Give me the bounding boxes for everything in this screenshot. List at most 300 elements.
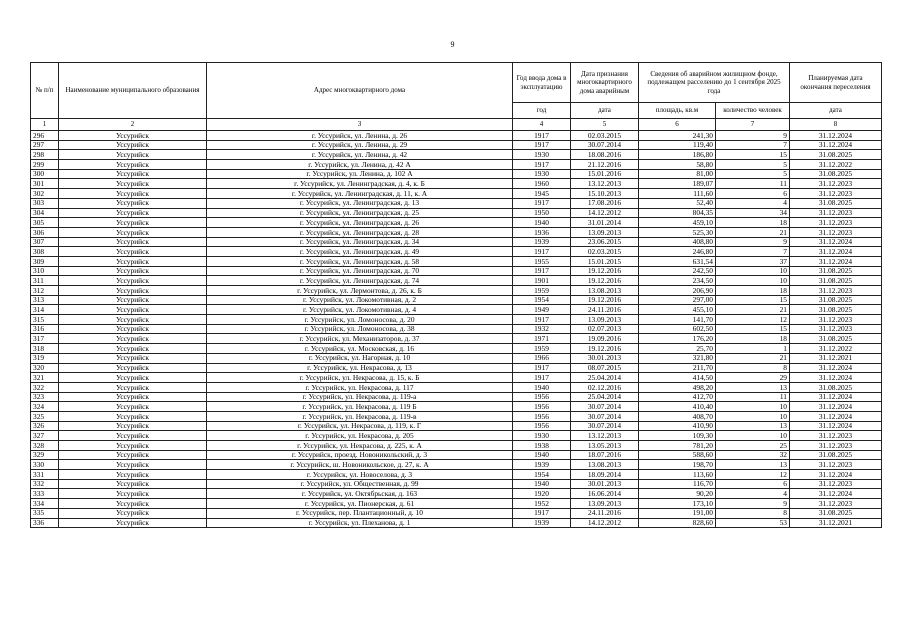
people-cell: 10	[716, 266, 790, 276]
header-people: количество человек	[716, 103, 790, 119]
area-cell: 631,54	[639, 256, 716, 266]
people-cell: 7	[716, 140, 790, 150]
address-cell: г. Уссурийск, ул. Ленинградская, д. 13	[207, 198, 513, 208]
year-cell: 1939	[513, 460, 571, 470]
people-cell: 18	[716, 334, 790, 344]
area-cell: 241,30	[639, 131, 716, 141]
address-cell: г. Уссурийск, ул. Пионерская, д. 61	[207, 499, 513, 509]
people-cell: 9	[716, 131, 790, 141]
emergency-date-cell: 19.12.2016	[571, 295, 639, 305]
year-cell: 1917	[513, 363, 571, 373]
area-cell: 25,70	[639, 344, 716, 354]
address-cell: г. Уссурийск, ул. Ленина, д. 29	[207, 140, 513, 150]
municipality-cell: Уссурийск	[59, 334, 207, 344]
row-number: 320	[31, 363, 59, 373]
year-cell: 1920	[513, 489, 571, 499]
header-date2: дата	[790, 103, 882, 119]
end-date-cell: 31.12.2022	[790, 344, 882, 354]
municipality-cell: Уссурийск	[59, 421, 207, 431]
year-cell: 1932	[513, 324, 571, 334]
col-number-3: 3	[207, 119, 513, 131]
address-cell: г. Уссурийск, ул. Механизаторов, д. 37	[207, 334, 513, 344]
row-number: 319	[31, 353, 59, 363]
municipality-cell: Уссурийск	[59, 324, 207, 334]
emergency-date-cell: 19.09.2016	[571, 334, 639, 344]
end-date-cell: 31.12.2024	[790, 256, 882, 266]
end-date-cell: 31.12.2024	[790, 131, 882, 141]
end-date-cell: 31.12.2023	[790, 441, 882, 451]
table-row	[31, 392, 882, 402]
address-cell: г. Уссурийск, ул. Ленинградская, д. 49	[207, 247, 513, 257]
address-cell: г. Уссурийск, проезд. Новоникольский, д. 3	[207, 450, 513, 460]
address-cell: г. Уссурийск, ул. Некрасова, д. 119-а	[207, 392, 513, 402]
row-number: 326	[31, 421, 59, 431]
municipality-cell: Уссурийск	[59, 382, 207, 392]
people-cell: 1	[716, 344, 790, 354]
row-number: 324	[31, 402, 59, 412]
municipality-cell: Уссурийск	[59, 256, 207, 266]
people-cell: 21	[716, 353, 790, 363]
emergency-date-cell: 13.09.2013	[571, 227, 639, 237]
table-row	[31, 411, 882, 421]
emergency-date-cell: 14.12.2012	[571, 208, 639, 218]
area-cell: 410,40	[639, 402, 716, 412]
table-row	[31, 189, 882, 199]
municipality-cell: Уссурийск	[59, 499, 207, 509]
table-row	[31, 227, 882, 237]
people-cell: 10	[716, 402, 790, 412]
header-year-intro: Год ввода дома в эксплуатацию	[513, 63, 571, 103]
area-cell: 297,00	[639, 295, 716, 305]
area-cell: 176,20	[639, 334, 716, 344]
end-date-cell: 31.08.2025	[790, 382, 882, 392]
address-cell: г. Уссурийск, ул. Некрасова, д. 117	[207, 382, 513, 392]
end-date-cell: 31.12.2023	[790, 189, 882, 199]
address-cell: г. Уссурийск, ул. Ленина, д. 102 А	[207, 169, 513, 179]
municipality-cell: Уссурийск	[59, 208, 207, 218]
people-cell: 6	[716, 189, 790, 199]
table-row	[31, 431, 882, 441]
table-row	[31, 402, 882, 412]
row-number: 309	[31, 256, 59, 266]
people-cell: 53	[716, 518, 790, 528]
municipality-cell: Уссурийск	[59, 227, 207, 237]
year-cell: 1952	[513, 499, 571, 509]
table-row	[31, 450, 882, 460]
end-date-cell: 31.12.2024	[790, 237, 882, 247]
people-cell: 12	[716, 315, 790, 325]
year-cell: 1955	[513, 256, 571, 266]
table-row	[31, 131, 882, 141]
people-cell: 37	[716, 256, 790, 266]
end-date-cell: 31.08.2025	[790, 334, 882, 344]
area-cell: 191,00	[639, 508, 716, 518]
end-date-cell: 31.12.2024	[790, 392, 882, 402]
area-cell: 119,40	[639, 140, 716, 150]
address-cell: г. Уссурийск, ул. Ломоносова, д. 38	[207, 324, 513, 334]
people-cell: 13	[716, 460, 790, 470]
table-row	[31, 256, 882, 266]
people-cell: 10	[716, 411, 790, 421]
emergency-date-cell: 31.01.2014	[571, 218, 639, 228]
municipality-cell: Уссурийск	[59, 237, 207, 247]
area-cell: 189,07	[639, 179, 716, 189]
area-cell: 234,50	[639, 276, 716, 286]
area-cell: 173,10	[639, 499, 716, 509]
address-cell: г. Уссурийск, ул. Ленинградская, д. 74	[207, 276, 513, 286]
col-number-6: 6	[639, 119, 716, 131]
year-cell: 1930	[513, 169, 571, 179]
emergency-date-cell: 13.09.2013	[571, 499, 639, 509]
emergency-date-cell: 25.04.2014	[571, 373, 639, 383]
header-address: Адрес многоквартирного дома	[207, 63, 513, 119]
emergency-date-cell: 15.10.2013	[571, 189, 639, 199]
year-cell: 1917	[513, 140, 571, 150]
table-row	[31, 441, 882, 451]
table-row	[31, 489, 882, 499]
table-row	[31, 421, 882, 431]
year-cell: 1959	[513, 286, 571, 296]
address-cell: г. Уссурийск, ул. Ленинградская, д. 34	[207, 237, 513, 247]
table-row	[31, 344, 882, 354]
municipality-cell: Уссурийск	[59, 266, 207, 276]
table-row	[31, 305, 882, 315]
people-cell: 29	[716, 373, 790, 383]
col-number-2: 2	[59, 119, 207, 131]
row-number: 299	[31, 160, 59, 170]
end-date-cell: 31.12.2021	[790, 353, 882, 363]
municipality-cell: Уссурийск	[59, 247, 207, 257]
area-cell: 116,70	[639, 479, 716, 489]
people-cell: 8	[716, 363, 790, 373]
end-date-cell: 31.12.2023	[790, 324, 882, 334]
end-date-cell: 31.12.2024	[790, 402, 882, 412]
end-date-cell: 31.08.2025	[790, 169, 882, 179]
area-cell: 321,80	[639, 353, 716, 363]
emergency-date-cell: 23.06.2015	[571, 237, 639, 247]
address-cell: г. Уссурийск, ул. Октябрьская, д. 163	[207, 489, 513, 499]
table-row	[31, 179, 882, 189]
row-number: 310	[31, 266, 59, 276]
people-cell: 10	[716, 431, 790, 441]
year-cell: 1938	[513, 441, 571, 451]
year-cell: 1917	[513, 315, 571, 325]
row-number: 330	[31, 460, 59, 470]
municipality-cell: Уссурийск	[59, 131, 207, 141]
municipality-cell: Уссурийск	[59, 450, 207, 460]
people-cell: 7	[716, 247, 790, 257]
year-cell: 1954	[513, 470, 571, 480]
address-cell: г. Уссурийск, ул. Новоселова, д. 3	[207, 470, 513, 480]
area-cell: 828,60	[639, 518, 716, 528]
row-number: 318	[31, 344, 59, 354]
people-cell: 9	[716, 237, 790, 247]
table-row	[31, 140, 882, 150]
area-cell: 408,70	[639, 411, 716, 421]
table-row	[31, 508, 882, 518]
year-cell: 1917	[513, 160, 571, 170]
area-cell: 90,20	[639, 489, 716, 499]
end-date-cell: 31.12.2024	[790, 373, 882, 383]
emergency-date-cell: 13.12.2013	[571, 431, 639, 441]
municipality-cell: Уссурийск	[59, 179, 207, 189]
row-number: 298	[31, 150, 59, 160]
address-cell: г. Уссурийск, ул. Некрасова, д. 119 Б	[207, 402, 513, 412]
area-cell: 141,70	[639, 315, 716, 325]
area-cell: 498,20	[639, 382, 716, 392]
address-cell: г. Уссурийск, ул. Некрасова, д. 225, к. А	[207, 441, 513, 451]
end-date-cell: 31.12.2024	[790, 421, 882, 431]
row-number: 306	[31, 227, 59, 237]
address-cell: г. Уссурийск, ул. Некрасова, д. 205	[207, 431, 513, 441]
header-fund-info: Сведения об аварийном жилищном фонде, подлежащем расселению до 1 сентября 2025 года	[639, 63, 790, 103]
municipality-cell: Уссурийск	[59, 441, 207, 451]
municipality-cell: Уссурийск	[59, 460, 207, 470]
people-cell: 5	[716, 169, 790, 179]
emergency-date-cell: 13.08.2013	[571, 286, 639, 296]
municipality-cell: Уссурийск	[59, 479, 207, 489]
year-cell: 1917	[513, 198, 571, 208]
end-date-cell: 31.08.2025	[790, 150, 882, 160]
end-date-cell: 31.08.2025	[790, 305, 882, 315]
emergency-date-cell: 18.08.2016	[571, 150, 639, 160]
row-number: 323	[31, 392, 59, 402]
end-date-cell: 31.12.2023	[790, 431, 882, 441]
emergency-date-cell: 15.01.2016	[571, 169, 639, 179]
table-row	[31, 208, 882, 218]
header-municipality: Наименование муниципального образования	[59, 63, 207, 119]
row-number: 314	[31, 305, 59, 315]
end-date-cell: 31.12.2024	[790, 363, 882, 373]
address-cell: г. Уссурийск, ул. Ленина, д. 26	[207, 131, 513, 141]
row-number: 329	[31, 450, 59, 460]
row-number: 296	[31, 131, 59, 141]
area-cell: 602,50	[639, 324, 716, 334]
table-body	[31, 131, 882, 528]
table-row	[31, 218, 882, 228]
people-cell: 11	[716, 179, 790, 189]
table-row	[31, 470, 882, 480]
row-number: 328	[31, 441, 59, 451]
emergency-date-cell: 13.05.2013	[571, 441, 639, 451]
year-cell: 1956	[513, 402, 571, 412]
address-cell: г. Уссурийск, ул. Ленинградская, д. 4, к. Б	[207, 179, 513, 189]
row-number: 313	[31, 295, 59, 305]
end-date-cell: 31.12.2024	[790, 247, 882, 257]
end-date-cell: 31.12.2024	[790, 470, 882, 480]
table-row	[31, 363, 882, 373]
address-cell: г. Уссурийск, ул. Некрасова, д. 15, к. Б	[207, 373, 513, 383]
municipality-cell: Уссурийск	[59, 218, 207, 228]
table-row	[31, 479, 882, 489]
table-row	[31, 353, 882, 363]
year-cell: 1950	[513, 208, 571, 218]
header-date: дата	[571, 103, 639, 119]
municipality-cell: Уссурийск	[59, 198, 207, 208]
area-cell: 408,80	[639, 237, 716, 247]
emergency-date-cell: 24.11.2016	[571, 508, 639, 518]
year-cell: 1930	[513, 150, 571, 160]
table-row	[31, 499, 882, 509]
header-date-emergency: Дата признания многоквартирного дома аварийным	[571, 63, 639, 103]
year-cell: 1949	[513, 305, 571, 315]
area-cell: 242,50	[639, 266, 716, 276]
row-number: 297	[31, 140, 59, 150]
address-cell: г. Уссурийск, ул. Некрасова, д. 119-в	[207, 411, 513, 421]
area-cell: 246,80	[639, 247, 716, 257]
emergency-date-cell: 30.07.2014	[571, 140, 639, 150]
year-cell: 1956	[513, 421, 571, 431]
end-date-cell: 31.08.2025	[790, 450, 882, 460]
people-cell: 12	[716, 470, 790, 480]
table-row	[31, 382, 882, 392]
emergency-date-cell: 02.03.2015	[571, 247, 639, 257]
area-cell: 198,70	[639, 460, 716, 470]
emergency-date-cell: 19.12.2016	[571, 276, 639, 286]
row-number: 316	[31, 324, 59, 334]
end-date-cell: 31.08.2025	[790, 266, 882, 276]
end-date-cell: 31.08.2025	[790, 295, 882, 305]
address-cell: г. Уссурийск, ул. Ленинградская, д. 28	[207, 227, 513, 237]
row-number: 334	[31, 499, 59, 509]
municipality-cell: Уссурийск	[59, 160, 207, 170]
table-row	[31, 286, 882, 296]
row-number: 302	[31, 189, 59, 199]
emergency-date-cell: 30.01.2013	[571, 479, 639, 489]
year-cell: 1939	[513, 237, 571, 247]
address-cell: г. Уссурийск, ул. Ленинградская, д. 58	[207, 256, 513, 266]
year-cell: 1960	[513, 179, 571, 189]
end-date-cell: 31.12.2023	[790, 479, 882, 489]
year-cell: 1956	[513, 392, 571, 402]
address-cell: г. Уссурийск, ул. Ломоносова, д. 20	[207, 315, 513, 325]
address-cell: г. Уссурийск, ул. Ленинградская, д. 70	[207, 266, 513, 276]
col-number-1: 1	[31, 119, 59, 131]
row-number: 303	[31, 198, 59, 208]
area-cell: 412,70	[639, 392, 716, 402]
row-number: 321	[31, 373, 59, 383]
area-cell: 186,80	[639, 150, 716, 160]
year-cell: 1940	[513, 450, 571, 460]
row-number: 311	[31, 276, 59, 286]
row-number: 335	[31, 508, 59, 518]
end-date-cell: 31.12.2023	[790, 286, 882, 296]
table-row	[31, 324, 882, 334]
end-date-cell: 31.12.2024	[790, 489, 882, 499]
emergency-date-cell: 14.12.2012	[571, 518, 639, 528]
area-cell: 52,40	[639, 198, 716, 208]
people-cell: 25	[716, 441, 790, 451]
emergency-date-cell: 02.12.2016	[571, 382, 639, 392]
col-number-7: 7	[716, 119, 790, 131]
end-date-cell: 31.08.2025	[790, 508, 882, 518]
municipality-cell: Уссурийск	[59, 169, 207, 179]
emergency-date-cell: 13.09.2013	[571, 315, 639, 325]
end-date-cell: 31.12.2023	[790, 179, 882, 189]
municipality-cell: Уссурийск	[59, 286, 207, 296]
end-date-cell: 31.12.2023	[790, 227, 882, 237]
year-cell: 1945	[513, 189, 571, 199]
address-cell: г. Уссурийск, ул. Ленинградская, д. 11, к. А	[207, 189, 513, 199]
people-cell: 15	[716, 150, 790, 160]
row-number: 331	[31, 470, 59, 480]
row-number: 312	[31, 286, 59, 296]
municipality-cell: Уссурийск	[59, 508, 207, 518]
col-number-8: 8	[790, 119, 882, 131]
table-row	[31, 266, 882, 276]
people-cell: 18	[716, 286, 790, 296]
end-date-cell: 31.12.2022	[790, 160, 882, 170]
area-cell: 525,30	[639, 227, 716, 237]
people-cell: 9	[716, 499, 790, 509]
year-cell: 1917	[513, 247, 571, 257]
table-row	[31, 150, 882, 160]
row-number: 325	[31, 411, 59, 421]
year-cell: 1940	[513, 218, 571, 228]
municipality-cell: Уссурийск	[59, 470, 207, 480]
address-cell: г. Уссурийск, ул. Ленина, д. 42	[207, 150, 513, 160]
end-date-cell: 31.12.2023	[790, 460, 882, 470]
municipality-cell: Уссурийск	[59, 402, 207, 412]
header-year: год	[513, 103, 571, 119]
row-number: 300	[31, 169, 59, 179]
emergency-date-cell: 17.08.2016	[571, 198, 639, 208]
year-cell: 1930	[513, 431, 571, 441]
municipality-cell: Уссурийск	[59, 276, 207, 286]
address-cell: г. Уссурийск, ул. Некрасова, д. 13	[207, 363, 513, 373]
table-row	[31, 518, 882, 528]
end-date-cell: 31.12.2024	[790, 140, 882, 150]
year-cell: 1956	[513, 411, 571, 421]
municipality-cell: Уссурийск	[59, 295, 207, 305]
address-cell: г. Уссурийск, ул. Локомотивная, д. 4	[207, 305, 513, 315]
emergency-date-cell: 13.08.2013	[571, 460, 639, 470]
municipality-cell: Уссурийск	[59, 363, 207, 373]
row-number: 332	[31, 479, 59, 489]
emergency-date-cell: 24.11.2016	[571, 305, 639, 315]
people-cell: 11	[716, 392, 790, 402]
emergency-date-cell: 30.07.2014	[571, 402, 639, 412]
people-cell: 6	[716, 479, 790, 489]
area-cell: 781,20	[639, 441, 716, 451]
emergency-date-cell: 30.07.2014	[571, 411, 639, 421]
table-row	[31, 160, 882, 170]
area-cell: 81,00	[639, 169, 716, 179]
emergency-date-cell: 16.06.2014	[571, 489, 639, 499]
table-row	[31, 460, 882, 470]
year-cell: 1954	[513, 295, 571, 305]
year-cell: 1940	[513, 382, 571, 392]
row-number: 307	[31, 237, 59, 247]
table-row	[31, 334, 882, 344]
year-cell: 1939	[513, 518, 571, 528]
row-number: 333	[31, 489, 59, 499]
people-cell: 4	[716, 489, 790, 499]
end-date-cell: 31.12.2021	[790, 518, 882, 528]
municipality-cell: Уссурийск	[59, 353, 207, 363]
people-cell: 4	[716, 198, 790, 208]
address-cell: г. Уссурийск, ш. Новоникольское, д. 27, к. А	[207, 460, 513, 470]
area-cell: 58,80	[639, 160, 716, 170]
emergency-housing-table	[30, 62, 882, 528]
row-number: 322	[31, 382, 59, 392]
year-cell: 1917	[513, 266, 571, 276]
emergency-date-cell: 13.12.2013	[571, 179, 639, 189]
emergency-date-cell: 15.01.2015	[571, 256, 639, 266]
emergency-date-cell: 02.07.2013	[571, 324, 639, 334]
row-number: 308	[31, 247, 59, 257]
address-cell: г. Уссурийск, ул. Локомотивная, д. 2	[207, 295, 513, 305]
